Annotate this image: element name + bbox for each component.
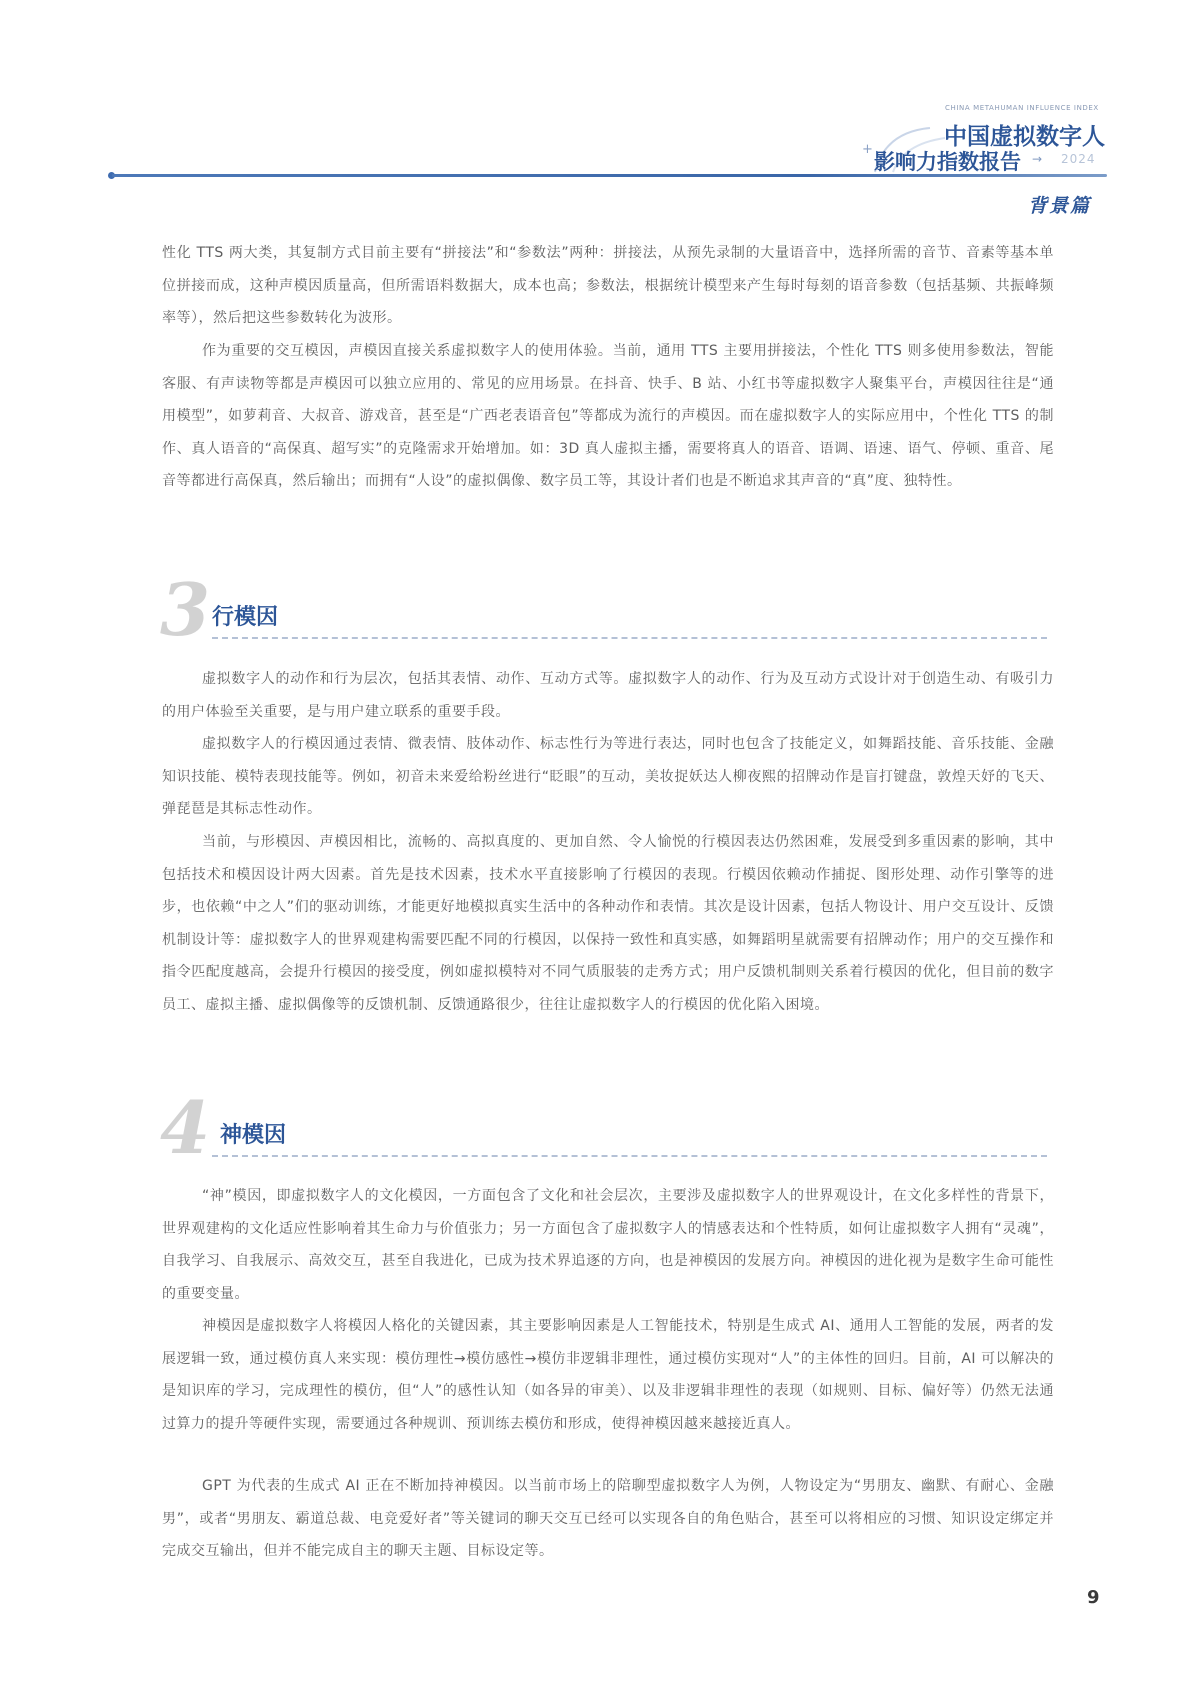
header-title-line2: 影响力指数报告 (874, 149, 1021, 174)
arrow-icon: → (1032, 152, 1043, 166)
section-heading-3 (160, 567, 1060, 652)
header-title-line1: 中国虚拟数字人 (944, 123, 1105, 150)
header-year: 2024 (1061, 152, 1096, 166)
section4-paragraph: GPT 为代表的生成式 AI 正在不断加持神模因。以当前市场上的陪聊型虚拟数字人为例，人物设定为“男朋友、幽默、有耐心、金融男”，或者“男朋友、霸道总裁、电竞爱好者”等关键词的聊天交互已经可以实现各自的角色贴合，甚至可以将相应的习惯、知识设定绑定并完成交互输出，但并不能完成自主的聊天主题、目标设定等。 (162, 1478, 1054, 1559)
page-header (0, 0, 1200, 215)
section-number: 4 (160, 1085, 211, 1170)
section3-paragraph: 当前，与形模因、声模因相比，流畅的、高拟真度的、更加自然、令人愉悦的行模因表达仍然困难，发展受到多重因素的影响，其中包括技术和模因设计两大因素。首先是技术因素，技术水平直接影响了行模因的表现。行模因依赖动作捕捉、图形处理、动作引擎等的进步，也依赖“中之人”们的驱动训练，才能更好地模拟真实生活中的各种动作和表情。其次是设计因素，包括人物设计、用户交互设计、反馈机制设计等：虚拟数字人的世界观建构需要匹配不同的行模因，以保持一致性和真实感，如舞蹈明星就需要有招牌动作；用户的交互操作和指令匹配度越高，会提升行模因的接受度，例如虚拟模特对不同气质服装的走秀方式；用户反馈机制则关系着行模因的优化，但目前的数字员工、虚拟主播、虚拟偶像等的反馈机制、反馈通路很少，往往让虚拟数字人的行模因的优化陷入困境。 (162, 834, 1054, 1013)
section3-paragraph: 虚拟数字人的动作和行为层次，包括其表情、动作、互动方式等。虚拟数字人的动作、行为及互动方式设计对于创造生动、有吸引力的用户体验至关重要，是与用户建立联系的重要手段。 (162, 671, 1054, 720)
section-title: 行模因 (212, 605, 279, 630)
section4-paragraph: 神模因是虚拟数字人将模因人格化的关键因素，其主要影响因素是人工智能技术，特别是生成式 AI、通用人工智能的发展，两者的发展逻辑一致，通过模仿真人来实现：模仿理性→模仿感性→模仿非逻辑非理性，通过模仿实现对“人”的主体性的回归。目前，AI 可以解决的是知识库的学习，完成理性的模仿，但“人”的感性认知（如各异的审美）、以及非逻辑非理性的表现（如规则、目标、偏好等）仍然无法通过算力的提升等硬件实现，需要通过各种规训、预训练去模仿和形成，使得神模因越来越接近真人。 (162, 1318, 1054, 1432)
section-dashed-divider (212, 1155, 1047, 1157)
section-heading-4 (160, 1085, 1060, 1170)
intro-paragraph: 性化 TTS 两大类，其复制方式目前主要有“拼接法”和“参数法”两种：拼接法，从预先录制的大量语音中，选择所需的音节、音素等基本单位拼接而成，这种声模因质量高，但所需语料数据大，成本也高；参数法，根据统计模型来产生每时每刻的语音参数（包括基频、共振峰频率等），然后把这些参数转化为波形。 (162, 245, 1054, 326)
section-number: 3 (160, 567, 211, 652)
section-tag: 背景篇 (1028, 195, 1092, 217)
intro-paragraph: 作为重要的交互模因，声模因直接关系虚拟数字人的使用体验。当前，通用 TTS 主要用拼接法，个性化 TTS 则多使用参数法，智能客服、有声读物等都是声模因可以独立应用的、常见的应用场景。在抖音、快手、B 站、小红书等虚拟数字人聚集平台，声模因往往是“通用模型”，如萝莉音、大叔音、游戏音，甚至是“广西老表语音包”等都成为流行的声模因。而在虚拟数字人的实际应用中，个性化 TTS 的制作、真人语音的“高保真、超写实”的克隆需求开始增加。如：3D 真人虚拟主播，需要将真人的语音、语调、语速、语气、停顿、重音、尾音等都进行高保真，然后输出；而拥有“人设”的虚拟偶像、数字员工等，其设计者们也是不断追求其声音的“真”度、独特性。 (162, 343, 1054, 489)
section-title: 神模因 (220, 1123, 287, 1148)
page-number: 9 (1087, 1587, 1100, 1608)
section-dashed-divider (212, 637, 1047, 639)
section3-paragraph: 虚拟数字人的行模因通过表情、微表情、肢体动作、标志性行为等进行表达，同时也包含了技能定义，如舞蹈技能、音乐技能、金融知识技能、模特表现技能等。例如，初音未来爱给粉丝进行“眨眼”的互动，美妆捉妖达人柳夜熙的招牌动作是盲打键盘，敦煌天妤的飞天、弹琵琶是其标志性动作。 (162, 736, 1054, 817)
section4-paragraph: “神”模因，即虚拟数字人的文化模因，一方面包含了文化和社会层次，主要涉及虚拟数字人的世界观设计，在文化多样性的背景下，世界观建构的文化适应性影响着其生命力与价值张力；另一方面包含了虚拟数字人的情感表达和个性特质，如何让虚拟数字人拥有“灵魂”，自我学习、自我展示、高效交互，甚至自我进化，已成为技术界追逐的方向，也是神模因的发展方向。神模因的进化视为是数字生命可能性的重要变量。 (162, 1188, 1054, 1302)
header-english-title: CHINA METAHUMAN INFLUENCE INDEX (945, 104, 1099, 112)
header-divider (112, 174, 1107, 177)
plus-icon: + (862, 142, 873, 157)
